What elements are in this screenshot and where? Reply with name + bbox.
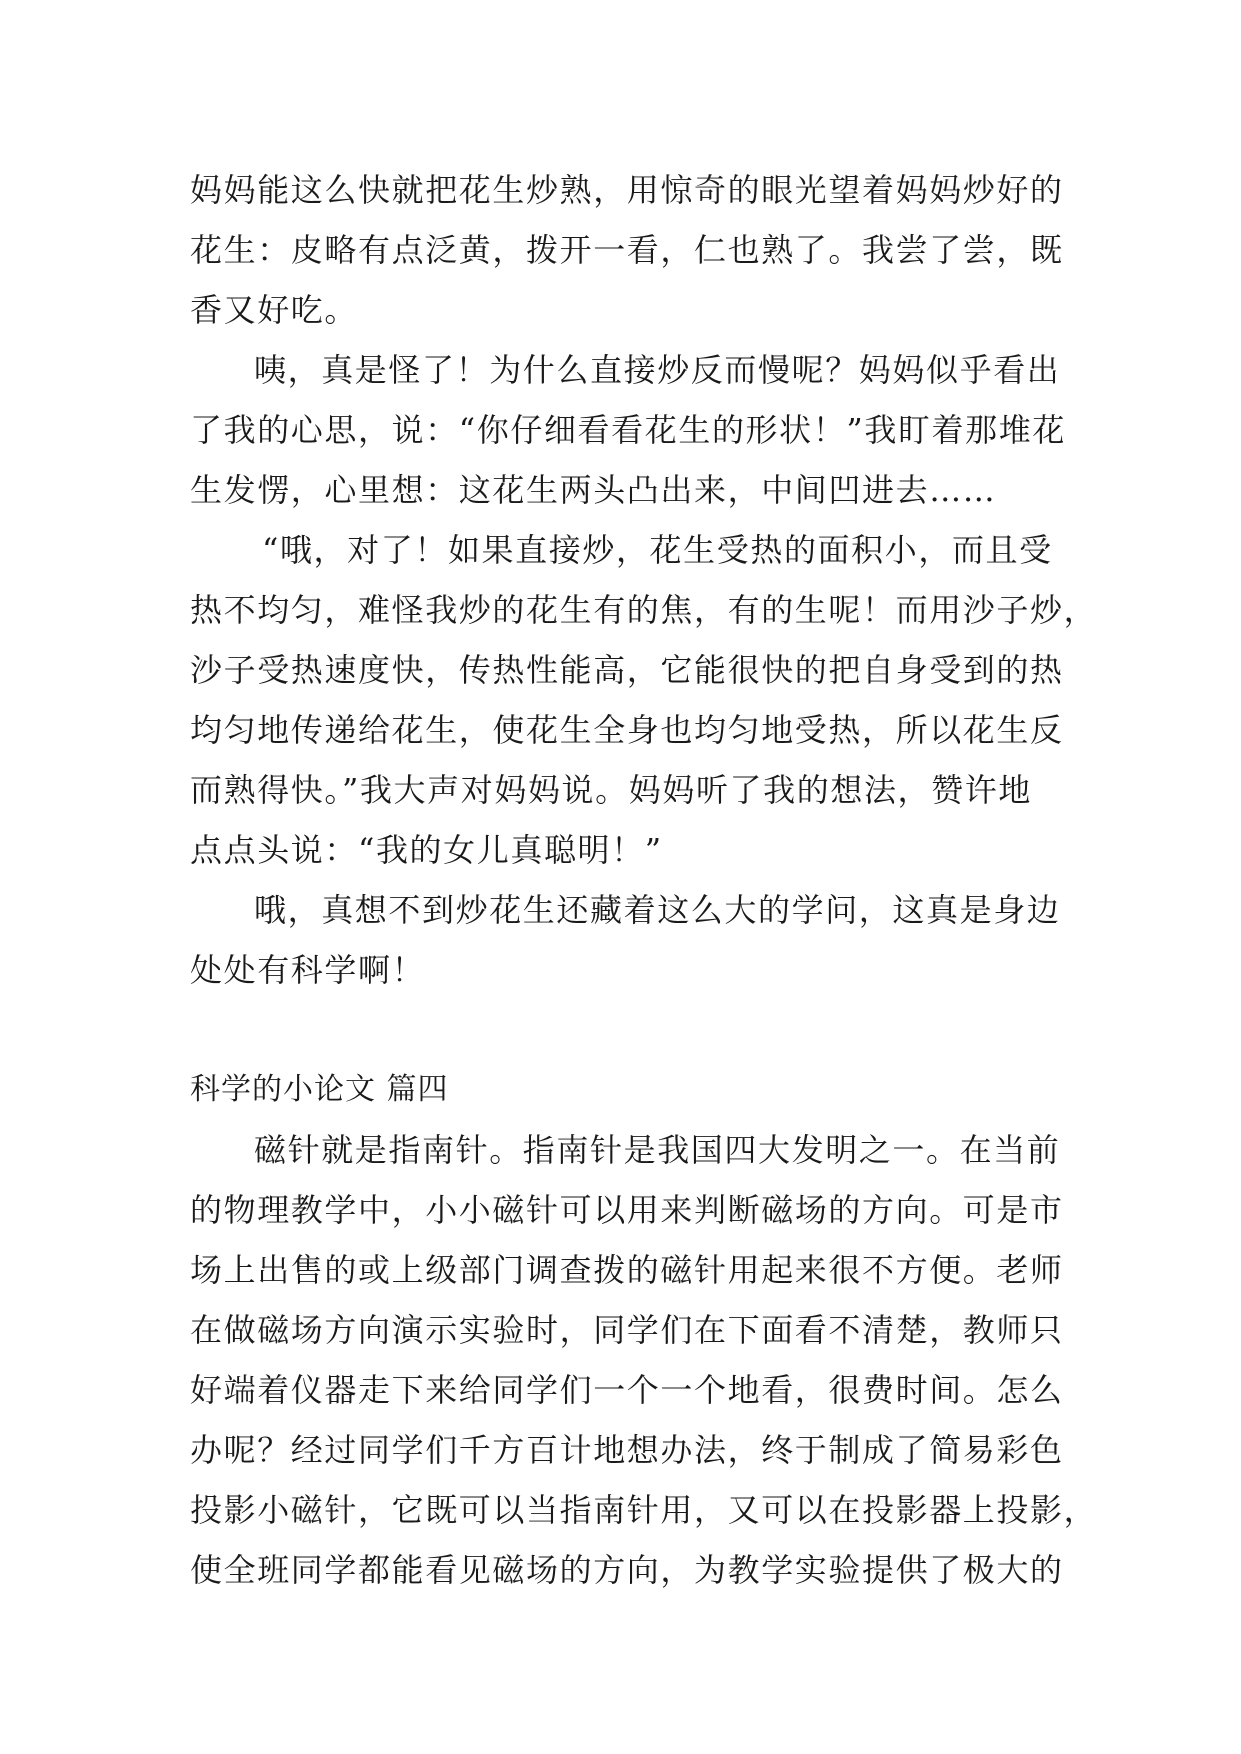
- text-line: 而熟得快。”我大声对妈妈说。妈妈听了我的想法，赞许地: [190, 771, 1032, 809]
- section-heading: 科学的小论文 篇四: [190, 1072, 449, 1107]
- text-line: 场上出售的或上级部门调查拨的磁针用起来很不方便。老师: [190, 1251, 1064, 1289]
- paragraph-question: [190, 340, 1066, 520]
- text-line: 的物理教学中，小小磁针可以用来判断磁场的方向。可是市: [190, 1191, 1064, 1229]
- text-line: 点点头说：“我的女儿真聪明！”: [190, 831, 663, 869]
- text-line: 好端着仪器走下来给同学们一个一个地看，很费时间。怎么: [190, 1371, 1064, 1409]
- document-page: [190, 160, 1098, 1600]
- text-line: 使全班同学都能看见磁场的方向，为教学实验提供了极大的: [190, 1551, 1064, 1589]
- paragraph-explanation: [190, 520, 1098, 880]
- text-line: 热不均匀，难怪我炒的花生有的焦，有的生呢！而用沙子炒，: [190, 591, 1098, 629]
- text-line: 在做磁场方向演示实验时，同学们在下面看不清楚，教师只: [190, 1311, 1064, 1349]
- text-line: “哦，对了！如果直接炒，花生受热的面积小，而且受: [262, 531, 1053, 569]
- text-line: 均匀地传递给花生，使花生全身也均匀地受热，所以花生反: [190, 711, 1064, 749]
- section-spacer: [190, 1000, 1060, 1060]
- text-line: 磁针就是指南针。指南针是我国四大发明之一。在当前: [254, 1131, 1061, 1169]
- text-line: 生发愣，心里想：这花生两头凸出来，中间凹进去……: [190, 471, 997, 509]
- text-line: 咦，真是怪了！为什么直接炒反而慢呢？妈妈似乎看出: [254, 351, 1061, 389]
- text-line: 了我的心思，说：“你仔细看看花生的形状！”我盯着那堆花: [190, 411, 1066, 449]
- text-line: 投影小磁针，它既可以当指南针用，又可以在投影器上投影，: [190, 1491, 1098, 1529]
- text-line: 办呢？经过同学们千方百计地想办法，终于制成了简易彩色: [190, 1431, 1064, 1469]
- paragraph-magnetic-needle: [190, 1120, 1098, 1600]
- text-line: 哦，真想不到炒花生还藏着这么大的学问，这真是身边: [254, 891, 1061, 929]
- paragraph-peanut-result: [190, 160, 1064, 340]
- text-line: 沙子受热速度快，传热性能高，它能很快的把自身受到的热: [190, 651, 1064, 689]
- text-line: 处处有科学啊！: [190, 951, 426, 989]
- text-line: 香又好吃。: [190, 291, 359, 329]
- text-line: 妈妈能这么快就把花生炒熟，用惊奇的眼光望着妈妈炒好的: [190, 171, 1064, 209]
- text-line: 花生：皮略有点泛黄，拨开一看，仁也熟了。我尝了尝，既: [190, 231, 1064, 269]
- paragraph-conclusion: [190, 880, 1060, 1000]
